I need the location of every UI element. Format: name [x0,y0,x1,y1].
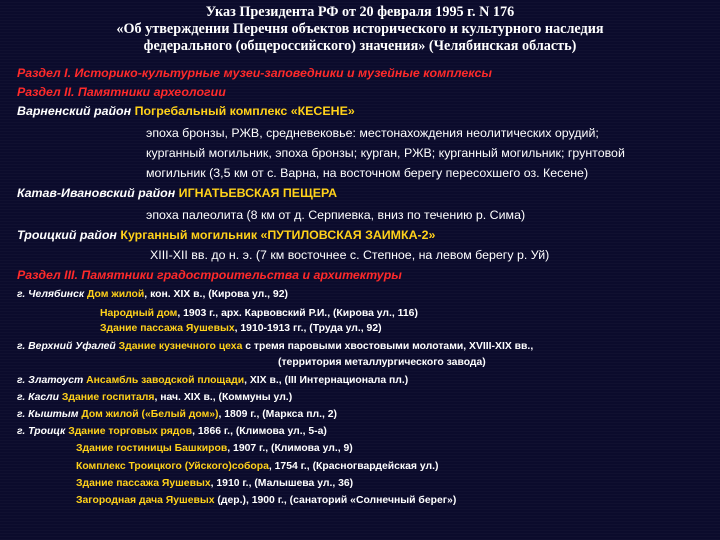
object-name: Дом жилой [87,289,145,300]
zlatoust-entry [17,372,408,389]
object-name: Курганный могильник «ПУТИЛОВСКАЯ ЗАИМКА-2» [120,228,436,242]
section-heading-2: Раздел II. Памятники археологии [17,85,226,99]
title-line-1: Указ Президента РФ от 20 февраля 1995 г. N 176 [205,4,515,20]
detail-line: XIII-XII вв. до н. э. (7 км восточнее с. Степное, на левом берегу р. Уй) [150,248,550,262]
object-name: Здание пассажа Яушевых [76,478,211,489]
object-details: (территория металлургического завода) [278,357,486,368]
title-line-3: федерального (общероссийского) значения» (Челябинская область) [143,38,577,54]
object-name: Погребальный комплекс «КЕСЕНЕ» [134,104,355,118]
kasli-entry [17,389,292,406]
section-heading-1: Раздел I. Историко-культурные музеи-заповедники и музейные комплексы [17,66,493,80]
city-label: г. Челябинск [17,289,85,300]
object-details: с тремя паровыми хвостовыми молотами, XVIII-XIX вв., [242,341,534,352]
district-label: Катав-Ивановский район [17,186,176,200]
detail-line: эпоха бронзы, РЖВ, средневековье: местонахождения неолитических орудий; [146,126,599,140]
troitsk-item [76,492,456,509]
object-details: , 1754 г., (Красногвардейская ул.) [268,461,439,472]
object-details: , 1903 г., арх. Карвовский Р.И., (Кирова ул., 116) [177,308,418,319]
object-name: Здание торговых рядов [68,426,193,437]
chelyabinsk-entry [17,286,288,303]
object-name: Комплекс Троицкого (Уйского)собора [76,461,269,472]
city-label: г. Троицк [17,426,66,437]
object-details: , нач. XIX в., (Коммуны ул.) [154,392,293,403]
object-name: Здание госпиталя [61,392,155,403]
detail-line: могильник (3,5 км от с. Варна, на восточном берегу пересохшего оз. Кесене) [146,166,589,180]
object-details: , 1910 г., (Малышева ул., 36) [210,478,354,489]
object-name: Загородная дача Яушевых [76,495,215,506]
object-details: , XIX в., (III Интернационала пл.) [244,375,409,386]
city-label: г. Златоуст [17,375,84,386]
kyshtym-entry [17,406,337,423]
varna-entry [17,102,355,121]
object-details: , 1910-1913 гг., (Труда ул., 92) [234,323,382,334]
object-details: , 1907 г., (Климова ул., 9) [227,443,353,454]
city-label: г. Верхний Уфалей [17,341,116,352]
city-label: г. Касли [17,392,59,403]
object-name: Дом жилой («Белый дом») [81,409,219,420]
object-details: , 1809 г., (Маркса пл., 2) [218,409,338,420]
object-details: , кон. XIX в., (Кирова ул., 92) [144,289,288,300]
troitsk-item [76,458,438,475]
object-name: ИГНАТЬЕВСКАЯ ПЕЩЕРА [178,186,338,200]
troitsk-district-entry [17,226,435,245]
title-line-2: «Об утверждении Перечня объектов исторического и культурного наследия [116,21,604,37]
troitsk-item [76,440,353,457]
city-label: г. Кыштым [17,409,79,420]
object-details: (дер.), 1900 г., (санаторий «Солнечный берег») [214,495,457,506]
troitsk-city-entry [17,423,327,440]
detail-line: курганный могильник, эпоха бронзы; курган, РЖВ; курганный могильник; грунтовой [146,146,625,160]
troitsk-item [76,475,353,492]
object-name: Народный дом [100,308,178,319]
district-label: Троицкий район [17,228,117,242]
section-heading-3: Раздел III. Памятники градостроительства и архитектуры [17,268,402,282]
ufaley-entry [17,338,533,355]
object-name: Здание гостиницы Башкиров [76,443,228,454]
object-name: Ансамбль заводской площади [86,375,245,386]
object-name: Здание пассажа Яушевых [100,323,235,334]
page-title [0,4,720,55]
detail-line: эпоха палеолита (8 км от д. Серпиевка, вниз по течению р. Сима) [146,208,526,222]
district-label: Варненский район [17,104,132,118]
object-name: Здание кузнечного цеха [118,341,243,352]
katav-entry [17,184,337,203]
object-details: , 1866 г., (Климова ул., 5-а) [192,426,327,437]
chelyabinsk-item [100,320,382,337]
